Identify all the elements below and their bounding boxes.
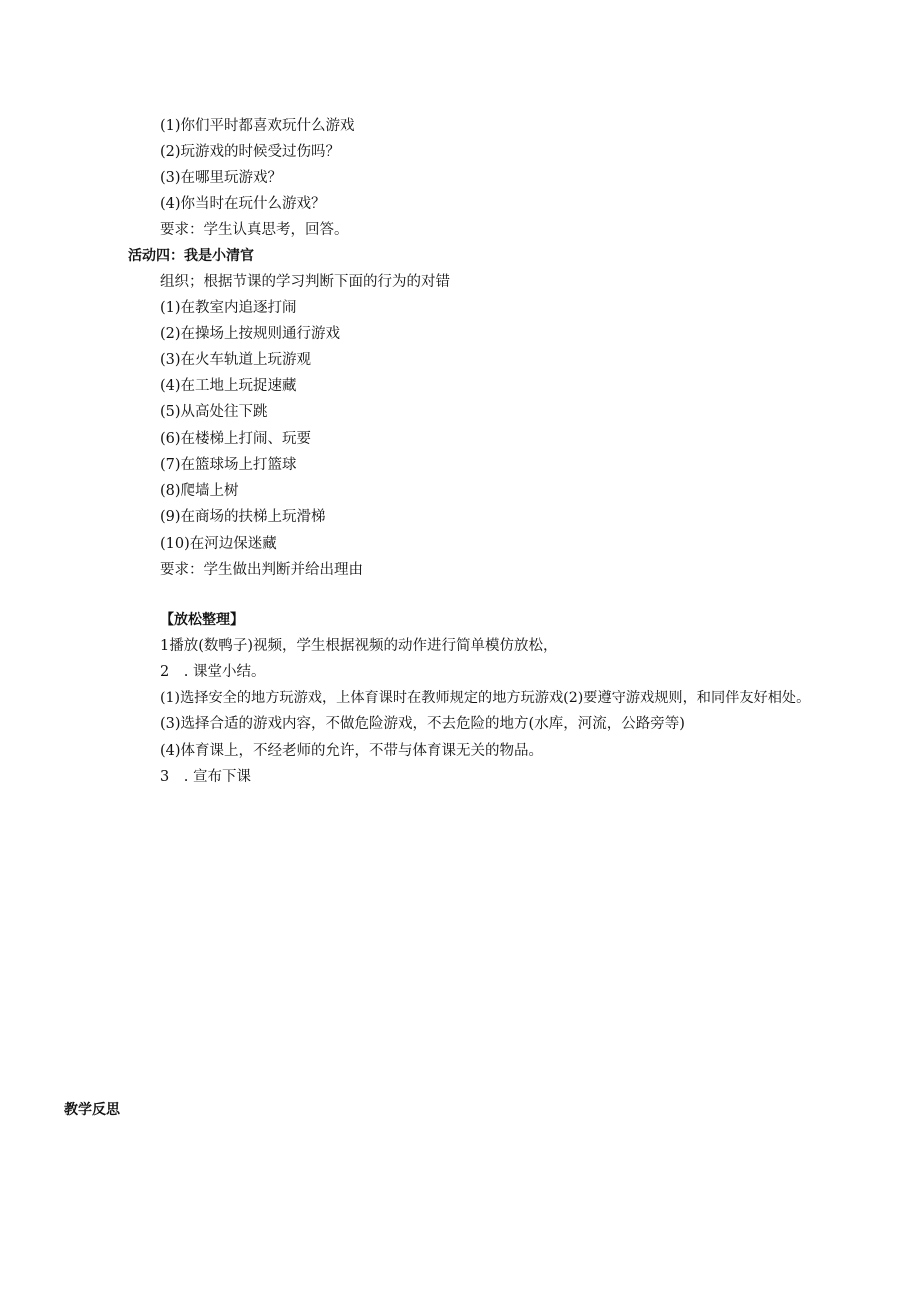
relax-step-1: 1播放(数鸭子)视频，学生根据视频的动作进行简单模仿放松， — [160, 638, 558, 654]
list-item: (6)在楼梯上打闹、玩要 — [160, 431, 312, 447]
requirement-text: 要求：学生做出判断并给出理由 — [160, 562, 363, 578]
list-item: (8)爬墙上树 — [160, 483, 239, 499]
question-2: (2)玩游戏的时候受过伤吗？ — [160, 144, 341, 160]
reflection-heading: 教学反思 — [64, 1102, 120, 1118]
question-4: (4)你当时在玩什么游戏？ — [160, 196, 326, 212]
list-item: (5)从高处往下跳 — [160, 404, 268, 420]
relax-heading: 【放松整理】 — [160, 612, 244, 628]
relax-step-3: 3 . 宣布下课 — [160, 769, 251, 785]
summary-point-1-2: (1)选择安全的地方玩游戏，上体育课时在教师规定的地方玩游戏(2)要遵守游戏规则，和同伴友好相处。 — [160, 690, 811, 706]
list-item: (2)在操场上按规则通行游戏 — [160, 326, 341, 342]
list-item: (7)在篮球场上打篮球 — [160, 457, 297, 473]
organize-text: 组织；根据节课的学习判断下面的行为的对错 — [160, 274, 450, 290]
activity-heading: 活动四：我是小清官 — [128, 248, 254, 264]
list-item: (1)在教室内追逐打闹 — [160, 300, 297, 316]
list-item: (4)在工地上玩捉速藏 — [160, 378, 297, 394]
question-3: (3)在哪里玩游戏？ — [160, 170, 283, 186]
summary-point-3: (3)选择合适的游戏内容，不做危险游戏，不去危险的地方(水库，河流，公路旁等) — [160, 716, 685, 732]
question-1: (1)你们平时都喜欢玩什么游戏 — [160, 118, 355, 134]
list-item: (9)在商场的扶梯上玩滑梯 — [160, 509, 326, 525]
relax-step-2: 2 . 课堂小结。 — [160, 664, 266, 680]
list-item: (3)在火车轨道上玩游观 — [160, 352, 312, 368]
requirement-text: 要求：学生认真思考，回答。 — [160, 222, 349, 238]
summary-point-4: (4)体育课上，不经老师的允许，不带与体育课无关的物品。 — [160, 743, 544, 759]
list-item: (10)在河边保迷藏 — [160, 536, 277, 552]
